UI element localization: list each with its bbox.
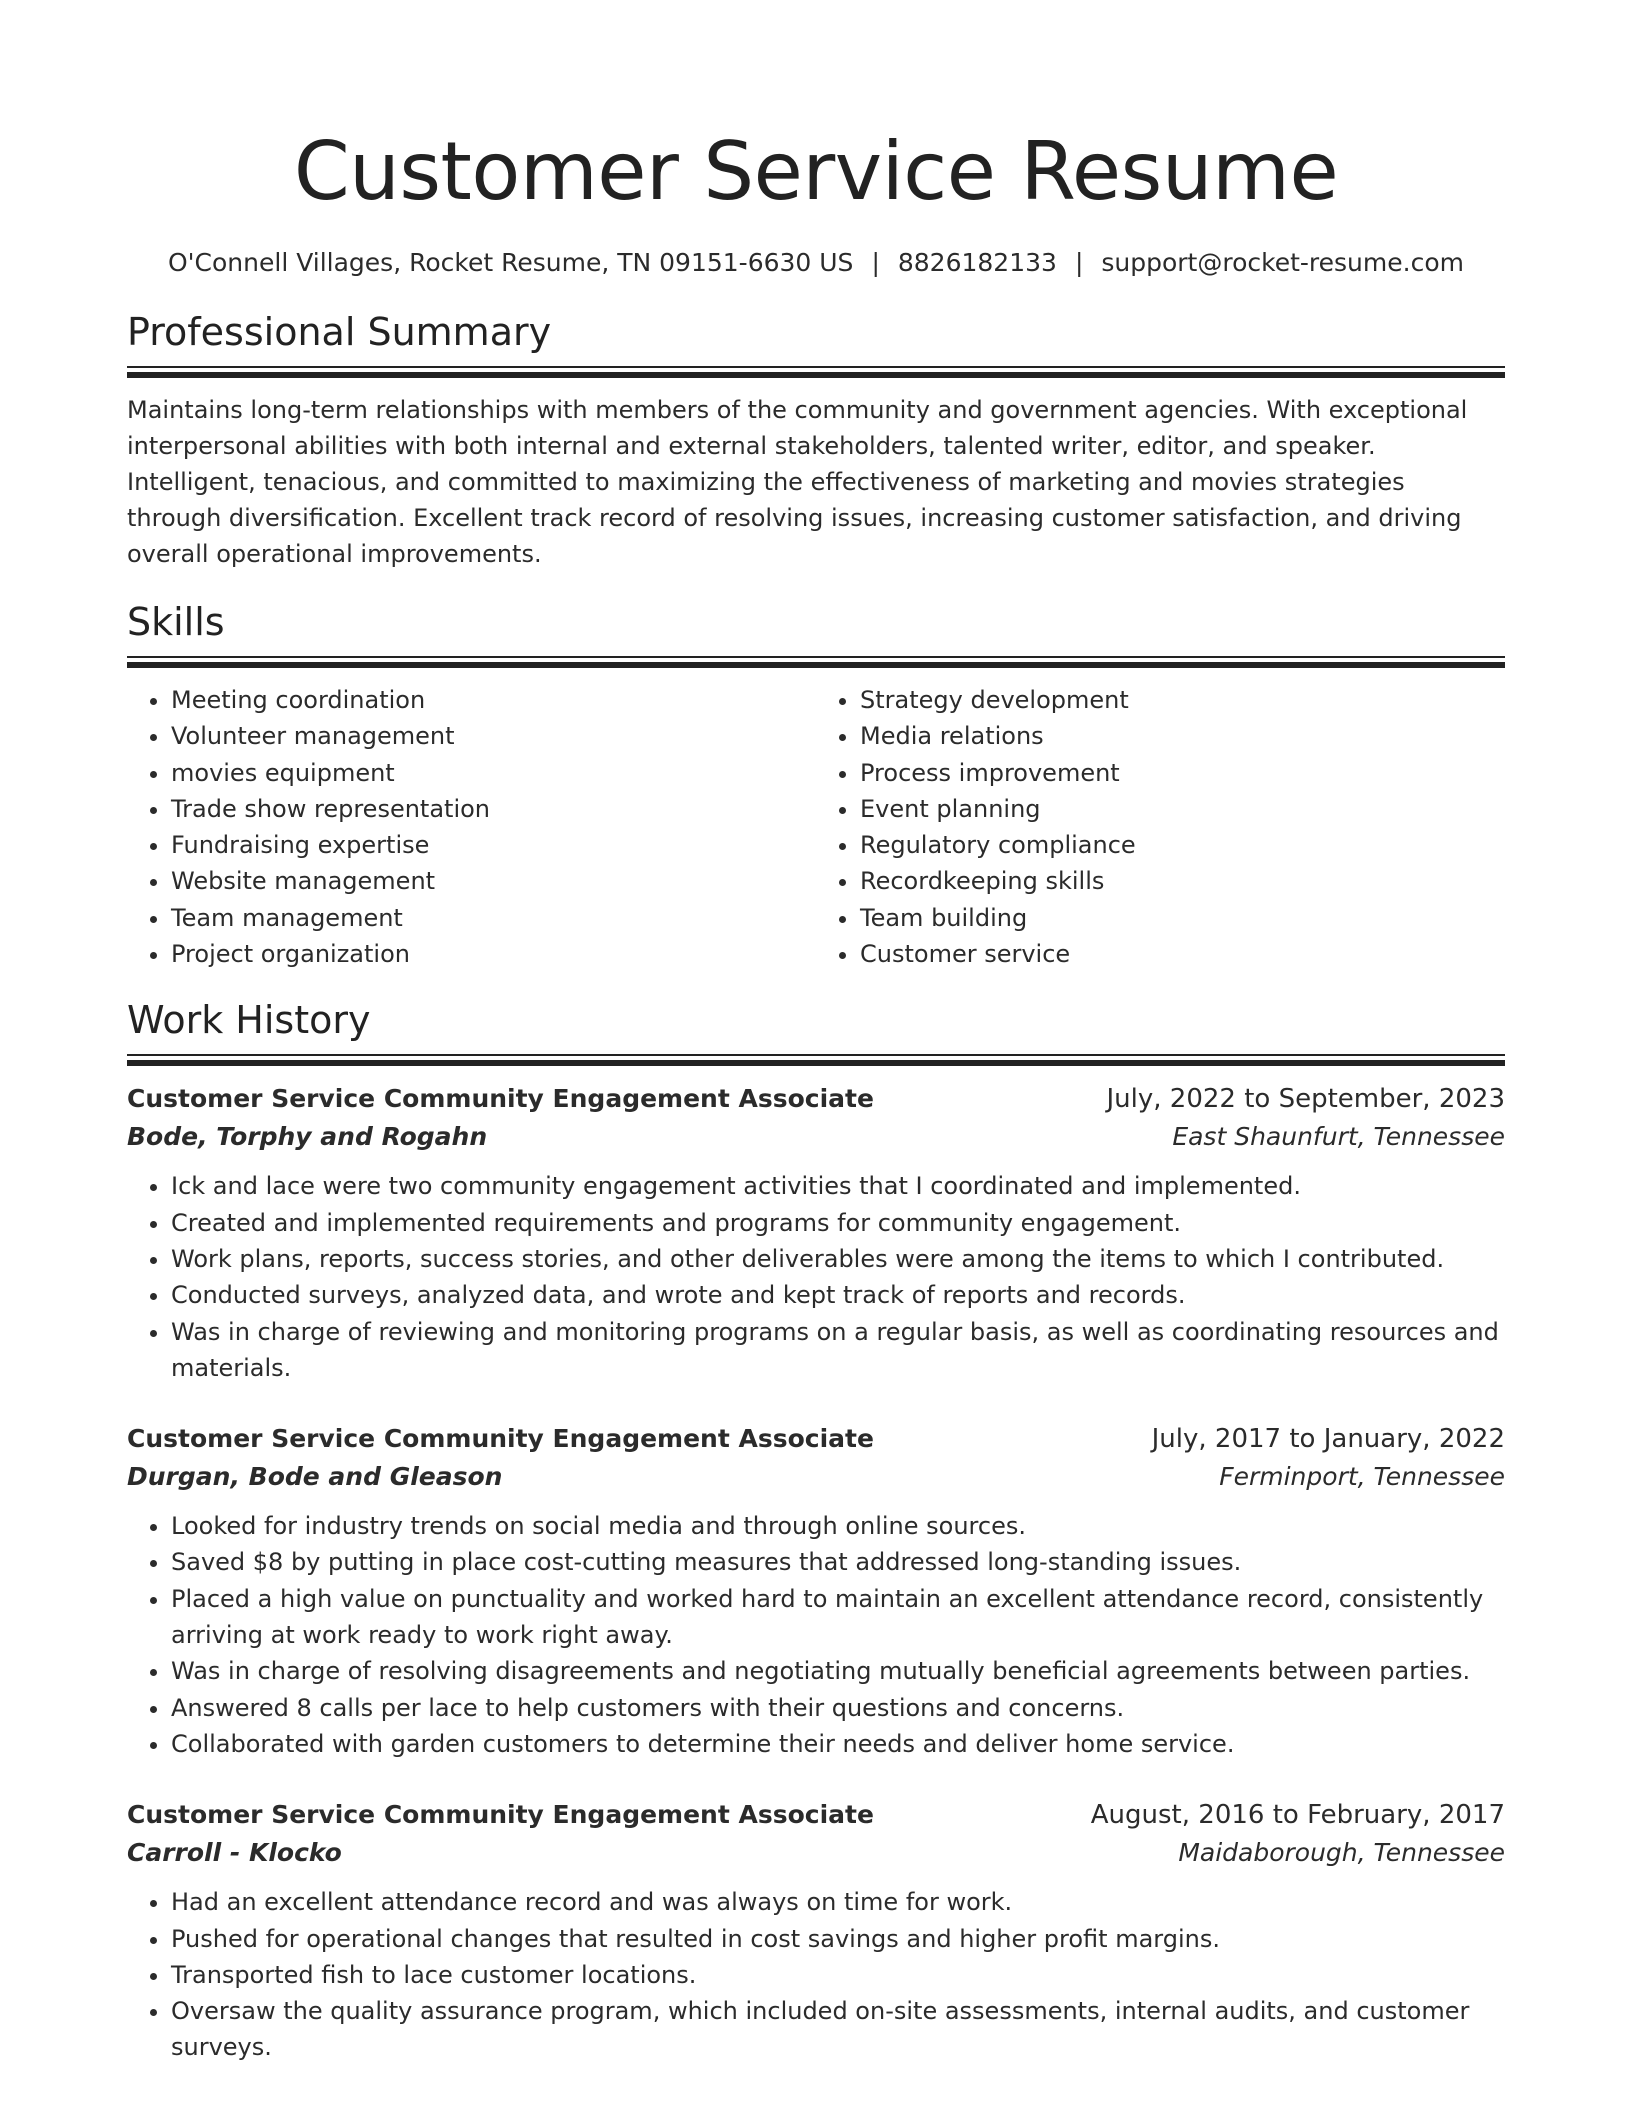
job-location: East Shaunfurt, Tennessee — [1172, 1122, 1505, 1152]
job-bullet: • Created and implemented requirements and programs for community engagement. — [171, 1205, 1505, 1241]
skill-item: • Customer service — [860, 936, 1505, 972]
skills-columns — [127, 682, 1505, 972]
job-dates: August, 2016 to February, 2017 — [1090, 1800, 1505, 1831]
job-bullets — [127, 1168, 1505, 1386]
job-entry — [127, 1796, 1505, 2065]
skill-item: • Team building — [860, 900, 1505, 936]
job-header-row — [127, 1420, 1505, 1458]
section-divider — [127, 656, 1505, 668]
summary-section — [127, 308, 1505, 572]
job-title: Customer Service Community Engagement Associate — [127, 1424, 874, 1454]
job-bullet: • Was in charge of resolving disagreements and negotiating mutually beneficial agreements between parties. — [171, 1653, 1505, 1689]
job-bullets — [127, 1508, 1505, 1762]
job-location: Ferminport, Tennessee — [1219, 1462, 1505, 1492]
contact-phone[interactable]: 8826182133 — [897, 248, 1057, 277]
skill-item: • Meeting coordination — [171, 682, 816, 718]
summary-text: Maintains long-term relationships with members of the community and government agencies. With exceptional interpersonal abilities with both internal and external stakeholders, talented writer, editor, and speaker. Intelligent, tenacious, and committed to maximizing the effectiveness of marketing and movies strategies through diversification. Excellent track record of resolving issues, increasing customer satisfaction, and driving overall operational improvements. — [127, 396, 1468, 568]
skill-item: • Process improvement — [860, 755, 1505, 791]
job-header-row — [127, 1796, 1505, 1834]
job-bullet: • Answered 8 calls per lace to help customers with their questions and concerns. — [171, 1690, 1505, 1726]
skill-item: • Event planning — [860, 791, 1505, 827]
job-bullet: • Collaborated with garden customers to determine their needs and deliver home service. — [171, 1726, 1505, 1762]
job-subheader-row — [127, 1834, 1505, 1872]
job-company: Carroll - Klocko — [127, 1838, 342, 1868]
skills-list-left — [127, 682, 816, 972]
job-company: Bode, Torphy and Rogahn — [127, 1122, 488, 1152]
resume-title: Customer Service Resume — [293, 125, 1339, 218]
skills-section — [127, 598, 1505, 972]
job-bullet: • Saved $8 by putting in place cost-cutting measures that addressed long-standing issues. — [171, 1544, 1505, 1580]
work-history-section — [127, 996, 1505, 2065]
skill-item: • Regulatory compliance — [860, 827, 1505, 863]
contact-address: O'Connell Villages, Rocket Resume, TN 09151-6630 US — [168, 248, 854, 277]
section-divider — [127, 1054, 1505, 1066]
job-bullet: • Placed a high value on punctuality and worked hard to maintain an excellent attendance record, consistently arriving at work ready to work right away. — [171, 1581, 1505, 1654]
skill-item: • Project organization — [171, 936, 816, 972]
job-title: Customer Service Community Engagement Associate — [127, 1800, 874, 1830]
section-heading-summary: Professional Summary — [127, 310, 552, 354]
job-bullet: • Work plans, reports, success stories, and other deliverables were among the items to which I contributed. — [171, 1241, 1505, 1277]
skill-item: • movies equipment — [171, 755, 816, 791]
job-dates: July, 2022 to September, 2023 — [1106, 1084, 1505, 1115]
job-title: Customer Service Community Engagement Associate — [127, 1084, 874, 1114]
job-bullets — [127, 1884, 1505, 2065]
contact-separator: | — [1074, 248, 1084, 277]
job-header-row — [127, 1080, 1505, 1118]
job-bullet: • Was in charge of reviewing and monitoring programs on a regular basis, as well as coordinating resources and materials. — [171, 1314, 1505, 1387]
job-subheader-row — [127, 1458, 1505, 1496]
job-bullet: • Conducted surveys, analyzed data, and wrote and kept track of reports and records. — [171, 1277, 1505, 1313]
job-bullet: • Pushed for operational changes that resulted in cost savings and higher profit margins. — [171, 1921, 1505, 1957]
section-heading-work-history: Work History — [127, 998, 371, 1043]
contact-separator: | — [871, 248, 880, 277]
skill-item: • Volunteer management — [171, 718, 816, 754]
contact-line — [127, 246, 1505, 280]
job-bullet: • Had an excellent attendance record and was always on time for work. — [171, 1884, 1505, 1920]
job-dates: July, 2017 to January, 2022 — [1151, 1424, 1505, 1455]
job-bullet: • Transported fish to lace customer locations. — [171, 1957, 1505, 1993]
skill-item: • Website management — [171, 863, 816, 899]
job-bullet: • Looked for industry trends on social media and through online sources. — [171, 1508, 1505, 1544]
job-entry — [127, 1420, 1505, 1762]
skill-item: • Media relations — [860, 718, 1505, 754]
skills-list-right — [816, 682, 1505, 972]
skill-item: • Trade show representation — [171, 791, 816, 827]
job-bullet: • Oversaw the quality assurance program, which included on-site assessments, internal audits, and customer surveys. — [171, 1993, 1505, 2066]
job-bullet: • Ick and lace were two community engagement activities that I coordinated and implemented. — [171, 1168, 1505, 1204]
section-heading-skills: Skills — [127, 600, 225, 644]
contact-email[interactable]: support@rocket-resume.com — [1101, 248, 1464, 277]
skill-item: • Team management — [171, 900, 816, 936]
skill-item: • Recordkeeping skills — [860, 863, 1505, 899]
skill-item: • Fundraising expertise — [171, 827, 816, 863]
job-entry — [127, 1080, 1505, 1386]
job-company: Durgan, Bode and Gleason — [127, 1462, 503, 1492]
section-divider — [127, 366, 1505, 378]
job-location: Maidaborough, Tennessee — [1178, 1838, 1505, 1868]
skill-item: • Strategy development — [860, 682, 1505, 718]
job-subheader-row — [127, 1118, 1505, 1156]
